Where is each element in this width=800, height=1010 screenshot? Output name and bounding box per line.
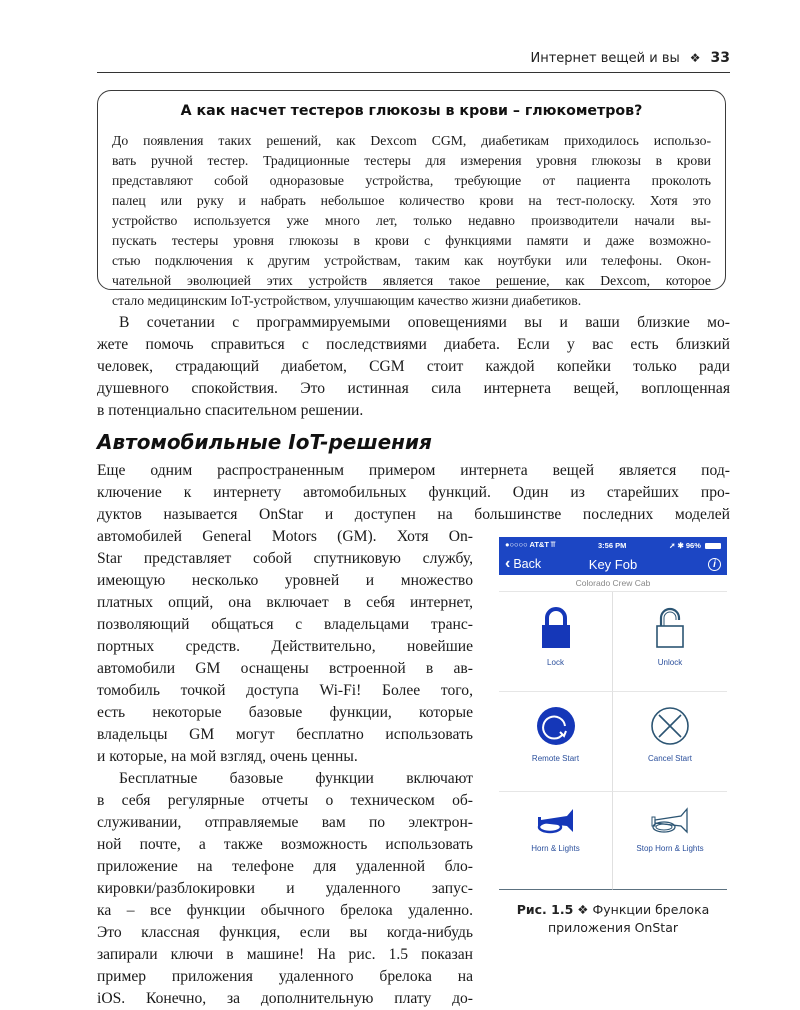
text-line: позволяющий общаться с владельцами транс- [97,616,473,633]
text-line: жете помочь справиться с последствиями диабета. Если у вас есть близкий [97,336,730,353]
remote-start-icon [536,706,576,746]
text-line: ной почте, а также возможность использовать [97,836,473,853]
text-line: портных средств. Действительно, новейшие [97,638,473,655]
text-line: Это классная функция, если вы когда-нибудь [97,924,473,941]
sidebar-title: А как насчет тестеров глюкозы в крови – глюкометров? [180,103,643,119]
diamond-ornament-icon: ❖ [689,51,701,65]
text-line: стало медицинским IoT-устройством, улучшающим качество жизни диабетиков. [112,293,582,308]
back-label: Back [513,557,542,571]
text-line: вать ручной тестер. Традиционные тестеры для измерения уровня глюкозы в крови [112,153,711,168]
lock-open-icon [653,606,687,650]
text-line: служивании, отправляемые вам по электрон- [97,814,473,831]
running-header [97,50,730,73]
horn-lights-label: Horn & Lights [531,844,580,853]
paragraph-cgm [97,312,730,422]
unlock-button[interactable] [613,592,727,692]
caption-text-line1: Функции брелока [592,902,710,917]
figure-caption [494,901,732,937]
text-line: в себя регулярные отчеты о техническом об- [97,792,473,809]
sidebar-body [112,131,711,311]
unlock-label: Unlock [657,658,683,667]
text-line: устройство используется уже много лет, только недавно производители начали вы- [112,213,711,228]
text-line: приложение на телефоне для удаленной бло- [97,858,473,875]
text-line: душевного спокойствия. Это истинная сила интернета вещей, воплощенная [97,380,730,397]
sidebar-note-box [97,90,726,308]
caption-number: Рис. 1.5 [516,902,574,917]
cancel-start-button[interactable] [613,692,727,792]
caption-text-line2: приложения OnStar [547,920,678,935]
text-line: Бесплатные базовые функции включают [119,770,473,787]
keyfob-button-grid [499,592,727,890]
text-line: iOS. Конечно, за дополнительную плату до- [97,990,473,1007]
lock-label: Lock [547,658,564,667]
text-line: и которые, на мой взгляд, очень ценны. [97,748,358,765]
horn-outline-icon [649,806,691,836]
text-line: дуктов называется OnStar и доступен на большинстве последних моделей [97,506,730,523]
text-line: платных опций, она включает в себя интернет, [97,594,473,611]
text-line: имеющую несколько уровней и множество [97,572,473,589]
nav-title: Key Fob [588,556,638,572]
text-line: Еще одним распространенным примером интернета вещей является под- [97,462,730,479]
stop-horn-lights-button[interactable] [613,792,727,890]
time-label: 3:56 PM [598,540,627,550]
wifi-icon: ⫪ [551,540,556,549]
text-line: томобиль точкой доступа Wi-Fi! Более того, [97,682,473,699]
lock-button[interactable] [499,592,613,692]
page-number: 33 [710,50,730,66]
cancel-start-icon [650,706,690,746]
text-line: запирали ключи в машине! На рис. 1.5 показан [97,946,473,963]
status-bar [499,537,727,553]
text-line: стью подключения к другим устройствам, таким как ноутбуки или телефоны. Окон- [112,253,711,268]
text-line: представляют собой одноразовые устройства, требующие от пациента проколоть [112,173,711,188]
cancel-start-label: Cancel Start [647,754,693,763]
text-line: автомобили GM оснащены встроенной в ав- [97,660,473,677]
paragraph-free-features [97,768,473,1010]
back-button[interactable] [505,556,541,572]
text-line: автомобилей General Motors (GM). Хотя On- [97,528,473,545]
lock-closed-icon [539,606,573,650]
text-line: палец или руку и набрать небольшое количество крови на тест-полоску. Хотя это [112,193,711,208]
figure-phone-screenshot [499,537,727,893]
status-right: ➚ ✱ 96% [669,540,701,550]
stop-horn-lights-label: Stop Horn & Lights [636,844,704,853]
caption-separator-icon: ❖ [577,902,589,917]
text-line: владельцы GM могут бесплатно использовать [97,726,473,743]
nav-bar [499,553,727,575]
horn-lights-button[interactable] [499,792,613,890]
text-line: пример приложения удаленного брелока на [97,968,473,985]
text-line: чательной эволюцией этих устройств является такое решение, как Dexcom, которое [112,273,711,288]
text-line: есть некоторые базовые функции, которые [97,704,473,721]
vehicle-name: Colorado Crew Cab [499,575,727,592]
text-line: человек, страдающий диабетом, CGM стоит каждой копейки только ради [97,358,730,375]
horn-icon [535,806,577,836]
paragraph-onstar [97,460,730,526]
remote-start-button[interactable] [499,692,613,792]
remote-start-label: Remote Start [531,754,580,763]
text-line: Star представляет собой спутниковую службу, [97,550,473,567]
text-line: кировки/разблокировки и удаленного запус- [97,880,473,897]
section-heading: Автомобильные IoT-решения [97,430,432,454]
chapter-title: Интернет вещей и вы [530,50,680,66]
text-line: ключение к интернету автомобильных функций. Один из старейших про- [97,484,730,501]
carrier-label: ●○○○○ AT&T [505,540,549,549]
info-button[interactable]: i [708,558,721,571]
text-line: пускать тестеры уровня глюкозы в крови с функциями памяти и даже возможно- [112,233,711,248]
battery-icon [705,543,721,549]
text-line: До появления таких решений, как Dexcom CGM, диабетикам приходилось использо- [112,133,711,148]
paragraph-onstar-continued [97,526,473,768]
chevron-left-icon: ‹ [505,555,511,572]
text-line: ка – все функции обычного брелока удаленно. [97,902,473,919]
text-line: в потенциально спасительном решении. [97,402,364,419]
text-line: В сочетании с программируемыми оповещениями вы и ваши близкие мо- [119,314,730,331]
